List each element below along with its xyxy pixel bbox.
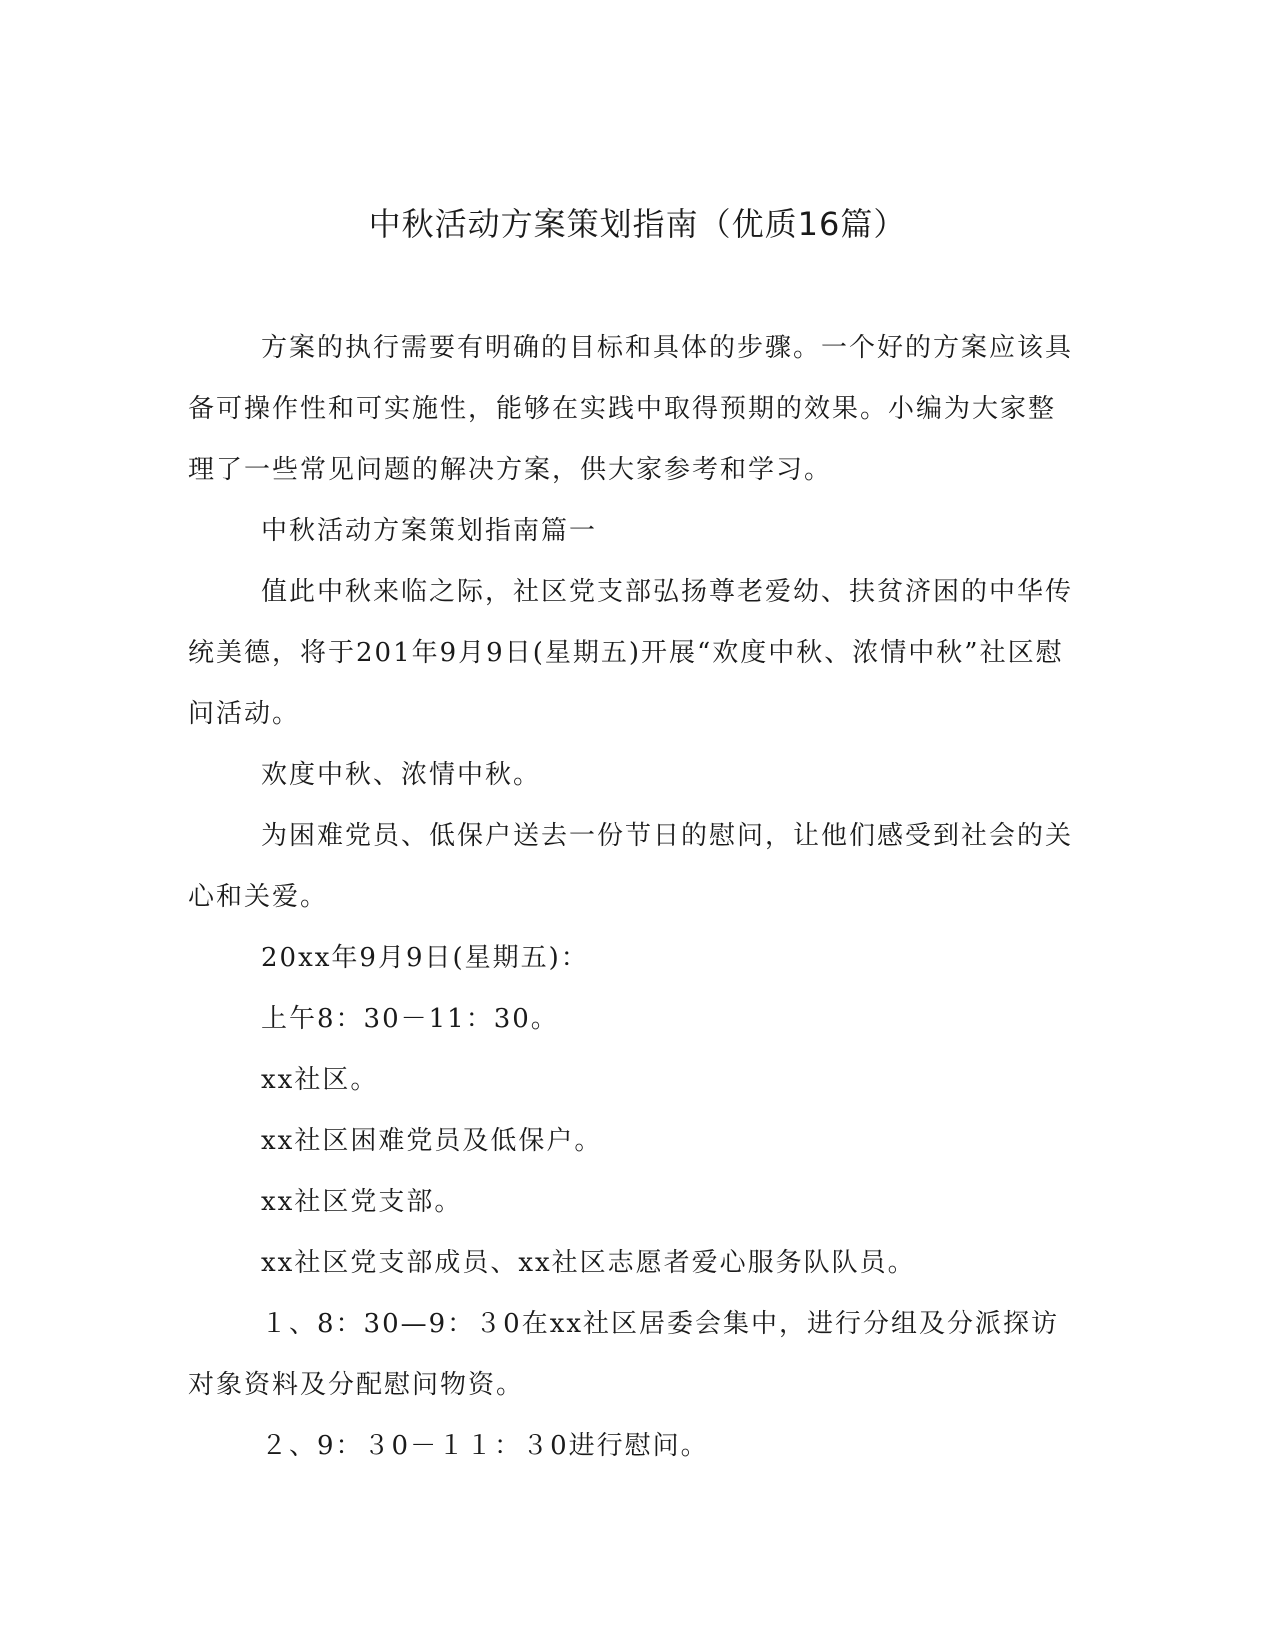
paragraph-theme: 欢度中秋、浓情中秋。	[261, 760, 542, 790]
paragraph-purpose: 为困难党员、低保户送去一份节日的慰问，让他们感受到社会的关心和关爱。	[188, 821, 1074, 912]
paragraph-date: 20xx年9月9日(星期五)：	[261, 943, 589, 973]
paragraph-location: xx社区。	[261, 1065, 379, 1095]
document-body	[188, 318, 1073, 1477]
section-heading: 中秋活动方案策划指南篇一	[261, 516, 598, 546]
paragraph-intro: 方案的执行需要有明确的目标和具体的步骤。一个好的方案应该具备可操作性和可实施性，能够在实践中取得预期的效果。小编为大家整理了一些常见问题的解决方案，供大家参考和学习。	[188, 333, 1074, 485]
paragraph-participants: xx社区党支部成员、xx社区志愿者爱心服务队队员。	[261, 1248, 916, 1278]
paragraph-organizer: xx社区党支部。	[261, 1187, 463, 1217]
paragraph-step-2: ２、9：３0－１１：３0进行慰问。	[261, 1431, 709, 1461]
paragraph-time: 上午8：30－11：30。	[261, 1004, 559, 1034]
paragraph-background: 值此中秋来临之际，社区党支部弘扬尊老爱幼、扶贫济困的中华传统美德，将于201年9月9日(星期五)开展“欢度中秋、浓情中秋”社区慰问活动。	[188, 577, 1074, 729]
paragraph-step-1: １、8：30—9：３0在xx社区居委会集中，进行分组及分派探访对象资料及分配慰问物资。	[188, 1309, 1060, 1400]
document-title: 中秋活动方案策划指南（优质16篇）	[368, 205, 907, 243]
paragraph-targets: xx社区困难党员及低保户。	[261, 1126, 603, 1156]
